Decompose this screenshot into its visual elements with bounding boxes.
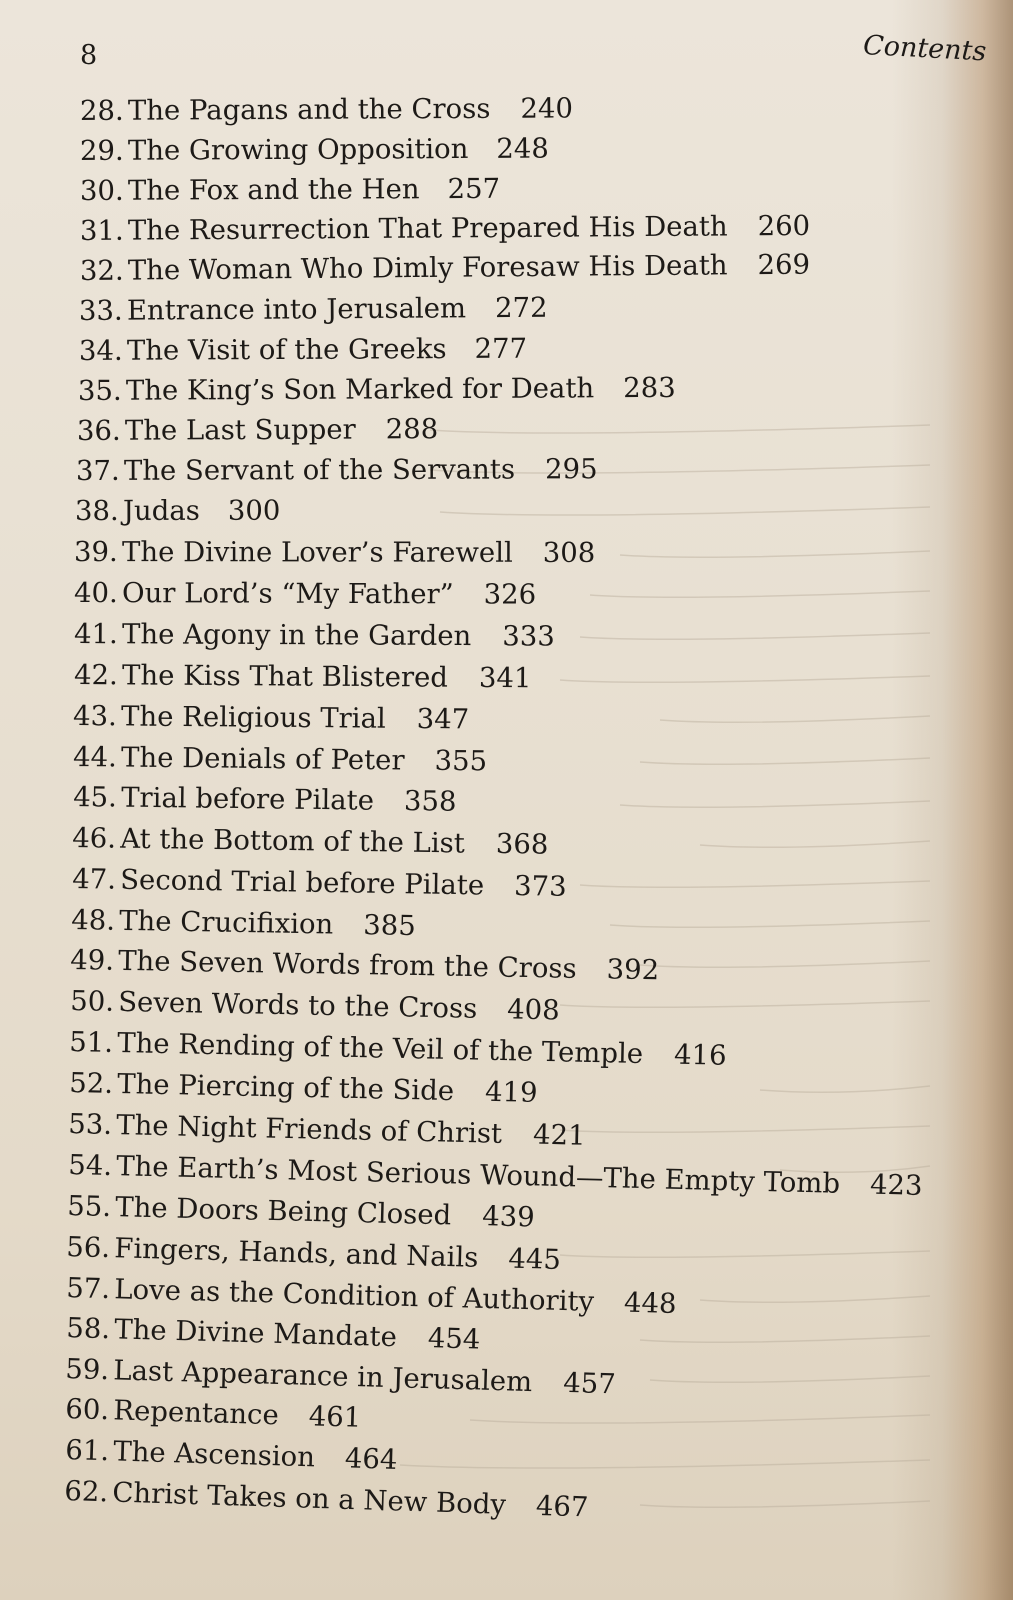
toc-entry	[79, 92, 574, 127]
chapter-number: 53.	[67, 1108, 113, 1141]
chapter-number: 49.	[69, 944, 115, 977]
chapter-page-number: 421	[532, 1118, 586, 1152]
chapter-number: 48.	[70, 904, 116, 937]
toc-entry	[79, 248, 811, 287]
chapter-number: 45.	[72, 781, 118, 814]
toc-entry	[79, 209, 811, 247]
chapter-page-number: 326	[483, 578, 537, 611]
chapter-number: 34.	[78, 334, 123, 367]
chapter-number: 38.	[74, 494, 119, 527]
toc-entry	[71, 863, 567, 903]
chapter-number: 39.	[73, 536, 118, 569]
chapter-number: 43.	[72, 700, 117, 733]
chapter-page-number: 457	[562, 1366, 617, 1401]
toc-entry	[70, 904, 417, 943]
chapter-page-number: 260	[757, 209, 811, 243]
toc-entry	[78, 332, 528, 367]
chapter-number: 40.	[73, 577, 118, 610]
chapter-page-number: 341	[478, 661, 532, 695]
chapter-page-number: 300	[227, 494, 281, 527]
chapter-title: The Visit of the Greeks	[126, 333, 447, 367]
chapter-page-number: 373	[513, 869, 567, 903]
toc-entry	[73, 659, 532, 695]
chapter-page-number: 283	[623, 371, 676, 405]
chapter-page-number: 392	[606, 953, 660, 987]
chapter-page-number: 461	[308, 1400, 362, 1434]
chapter-title: The Servant of the Servants	[123, 453, 516, 487]
chapter-number: 32.	[79, 254, 124, 287]
toc-entry	[69, 944, 660, 987]
toc-entry	[68, 1067, 538, 1109]
chapter-page-number: 368	[495, 827, 549, 861]
chapter-page-number: 385	[363, 909, 417, 943]
toc-entry	[64, 1434, 398, 1476]
chapter-number: 33.	[78, 294, 123, 327]
chapter-title: The Night Friends of Christ	[115, 1109, 503, 1150]
chapter-title: The Piercing of the Side	[116, 1068, 455, 1108]
chapter-number: 42.	[73, 659, 118, 692]
chapter-number: 37.	[75, 454, 120, 487]
toc-entry	[71, 822, 549, 861]
chapter-page-number: 308	[542, 536, 596, 569]
chapter-title: Repentance	[112, 1394, 280, 1432]
chapter-number: 59.	[64, 1353, 110, 1387]
chapter-page-number: 288	[385, 413, 439, 446]
chapter-number: 54.	[67, 1149, 113, 1183]
chapter-title: The Divine Lover’s Farewell	[121, 536, 513, 569]
chapter-page-number: 448	[623, 1286, 677, 1320]
toc-entry	[64, 1393, 362, 1434]
chapter-page-number: 467	[535, 1489, 589, 1524]
toc-entry	[79, 172, 501, 207]
chapter-title: Christ Takes on a New Body	[111, 1476, 507, 1521]
chapter-title: The Religious Trial	[120, 700, 386, 735]
chapter-title: The Doors Being Closed	[114, 1191, 452, 1232]
toc-entry	[72, 700, 470, 736]
toc-entry	[64, 1353, 617, 1401]
chapter-title: The Ascension	[112, 1435, 316, 1474]
toc-entry	[73, 536, 596, 569]
chapter-number: 47.	[71, 863, 117, 896]
chapter-page-number: 419	[484, 1075, 538, 1109]
chapter-title: The Woman Who Dimly Foresaw His Death	[127, 249, 728, 287]
chapter-page-number: 445	[507, 1242, 562, 1276]
toc-entry	[69, 985, 561, 1027]
toc-entry	[77, 371, 676, 407]
toc-entry	[79, 132, 549, 167]
toc-entry	[65, 1231, 562, 1276]
chapter-number: 29.	[79, 134, 124, 167]
chapter-page-number: 423	[869, 1168, 923, 1202]
toc-entry	[63, 1475, 589, 1524]
toc-entry	[74, 494, 281, 527]
chapter-title: The Pagans and the Cross	[127, 92, 491, 127]
toc-entry	[73, 577, 537, 611]
chapter-number: 60.	[64, 1393, 110, 1427]
chapter-title: The Agony in the Garden	[121, 618, 472, 653]
chapter-title: The Kiss That Blistered	[121, 659, 449, 694]
chapter-page-number: 272	[494, 291, 548, 325]
toc-entry	[65, 1312, 481, 1356]
chapter-title: The Fox and the Hen	[127, 173, 420, 207]
chapter-title: The Rending of the Veil of the Temple	[116, 1027, 644, 1071]
toc-entry	[65, 1272, 677, 1320]
chapter-number: 51.	[68, 1026, 114, 1059]
running-head: Contents	[862, 30, 988, 68]
chapter-number: 61.	[64, 1434, 110, 1468]
chapter-number: 31.	[79, 214, 124, 247]
toc-entry	[78, 291, 548, 327]
chapter-number: 41.	[73, 618, 118, 651]
chapter-number: 55.	[66, 1190, 112, 1224]
chapter-title: The King’s Son Marked for Death	[125, 372, 595, 407]
chapter-number: 58.	[65, 1312, 111, 1346]
chapter-page-number: 269	[757, 248, 811, 282]
chapter-title: Love as the Condition of Authority	[113, 1273, 595, 1318]
chapter-number: 44.	[72, 741, 118, 774]
chapter-title: At the Bottom of the List	[119, 822, 466, 860]
chapter-title: The Resurrection That Prepared His Death	[127, 210, 728, 247]
toc-entry	[72, 741, 488, 778]
chapter-number: 35.	[77, 374, 122, 407]
chapter-title: The Seven Words from the Cross	[117, 944, 577, 985]
chapter-title: Second Trial before Pilate	[119, 863, 485, 902]
chapter-number: 28.	[79, 94, 124, 127]
chapter-page-number: 439	[481, 1200, 536, 1234]
chapter-page-number: 277	[474, 332, 528, 365]
toc-entry	[75, 453, 598, 487]
chapter-title: The Earth’s Most Serious Wound—The Empty Tomb	[115, 1150, 841, 1200]
chapter-page-number: 347	[416, 702, 470, 736]
chapter-page-number: 464	[344, 1442, 398, 1476]
chapter-number: 57.	[65, 1272, 111, 1306]
chapter-number: 36.	[76, 414, 121, 447]
chapter-title: The Growing Opposition	[127, 132, 469, 167]
chapter-page-number: 408	[506, 993, 561, 1027]
chapter-page-number: 240	[520, 92, 574, 125]
page-number: 8	[80, 40, 98, 71]
chapter-page-number: 248	[496, 132, 549, 165]
chapter-title: Seven Words to the Cross	[117, 985, 478, 1025]
chapter-title: Fingers, Hands, and Nails	[113, 1232, 479, 1274]
chapter-number: 50.	[69, 985, 115, 1018]
chapter-page-number: 333	[502, 620, 555, 653]
chapter-title: Entrance into Jerusalem	[126, 292, 467, 327]
chapter-title: Judas	[122, 494, 200, 527]
chapter-page-number: 454	[427, 1322, 481, 1356]
toc-entry	[72, 781, 457, 818]
toc-entry	[76, 413, 439, 447]
chapter-number: 62.	[63, 1475, 109, 1509]
chapter-number: 52.	[68, 1067, 114, 1100]
toc-entry	[73, 618, 555, 653]
chapter-page-number: 295	[544, 453, 598, 486]
chapter-number: 46.	[71, 822, 117, 855]
chapter-number: 56.	[65, 1231, 111, 1265]
chapter-number: 30.	[79, 174, 124, 207]
chapter-title: The Crucifixion	[118, 904, 334, 941]
chapter-title: The Divine Mandate	[113, 1313, 398, 1354]
toc-entry	[68, 1026, 727, 1072]
chapter-page-number: 355	[434, 744, 488, 778]
chapter-page-number: 416	[673, 1038, 727, 1072]
chapter-title: Trial before Pilate	[120, 781, 375, 817]
chapter-title: The Denials of Peter	[120, 741, 405, 777]
chapter-title: Our Lord’s “My Father”	[121, 577, 454, 611]
chapter-page-number: 358	[403, 785, 457, 818]
toc-entry	[67, 1108, 586, 1152]
toc-entry	[66, 1190, 536, 1234]
chapter-title: The Last Supper	[124, 413, 356, 447]
chapter-title: Last Appearance in Jerusalem	[112, 1354, 533, 1399]
chapter-page-number: 257	[447, 172, 501, 206]
